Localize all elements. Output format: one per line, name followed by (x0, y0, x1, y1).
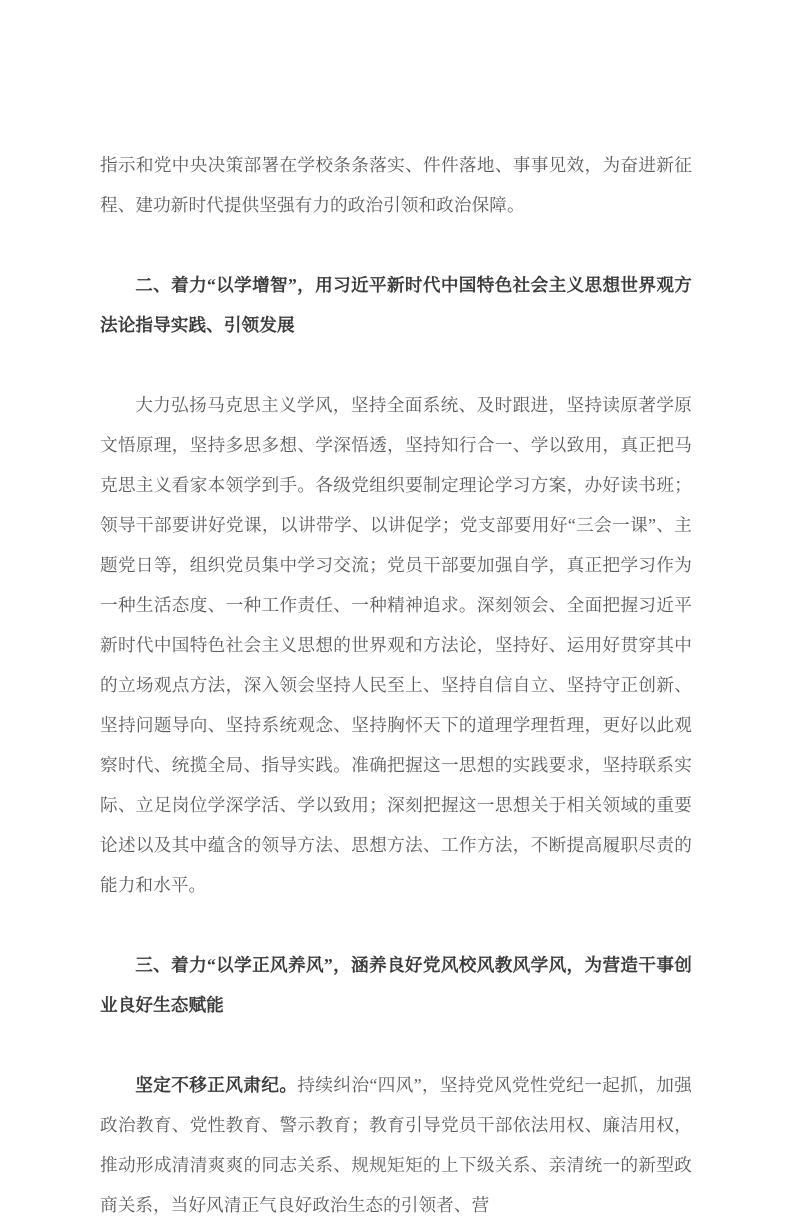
section-heading-two: 二、着力“以学增智”，用习近平新时代中国特色社会主义思想世界观方法论指导实践、引领发展 (100, 275, 692, 335)
paragraph-section-two-body: 大力弘扬马克思主义学风，坚持全面系统、及时跟进，坚持读原著学原文悟原理，坚持多思多想、学深悟透，坚持知行合一、学以致用，真正把马克思主义看家本领学到手。各级党组织要制定理论学习方案，办好读书班；领导干部要讲好党课，以讲带学、以讲促学；党支部要用好“三会一课”、主题党日等，组织党员集中学习交流；党员干部要加强自学，真正把学习作为一种生活态度、一种工作责任、一种精神追求。深刻领会、全面把握习近平新时代中国特色社会主义思想的世界观和方法论，坚持好、运用好贯穿其中的立场观点方法，深入领会坚持人民至上、坚持自信自立、坚持守正创新、坚持问题导向、坚持系统观念、坚持胸怀天下的道理学理哲理，更好以此观察时代、统揽全局、指导实践。准确把握这一思想的实践要求，坚持联系实际、立足岗位学深学活、学以致用；深刻把握这一思想关于相关领域的重要论述以及其中蕴含的领导方法、思想方法、工作方法，不断提高履职尽责的能力和水平。 (100, 395, 692, 895)
paragraph-continued-from-previous-page: 指示和党中央决策部署在学校条条落实、件件落地、事事见效，为奋进新征程、建功新时代提供坚强有力的政治引领和政治保障。 (100, 155, 692, 215)
document-body (100, 145, 692, 1225)
paragraph-lead-in-rest: 持续纠治“四风”，坚持党风党性党纪一起抓，加强政治教育、党性教育、警示教育；教育引导党员干部依法用权、廉洁用权，推动形成清清爽爽的同志关系、规规矩矩的上下级关系、亲清统一的新型政商关系，当好风清正气良好政治生态的引领者、营 (100, 1075, 692, 1215)
paragraph-spacer (100, 225, 692, 265)
paragraph-lead-in-bold: 坚定不移正风肃纪。 (135, 1075, 298, 1095)
heading-spacer (100, 345, 692, 385)
paragraph-section-three-body (100, 1065, 692, 1225)
paragraph-spacer (100, 905, 692, 945)
section-heading-three: 三、着力“以学正风养风”，涵养良好党风校风教风学风，为营造干事创业良好生态赋能 (100, 955, 692, 1015)
heading-spacer (100, 1025, 692, 1065)
